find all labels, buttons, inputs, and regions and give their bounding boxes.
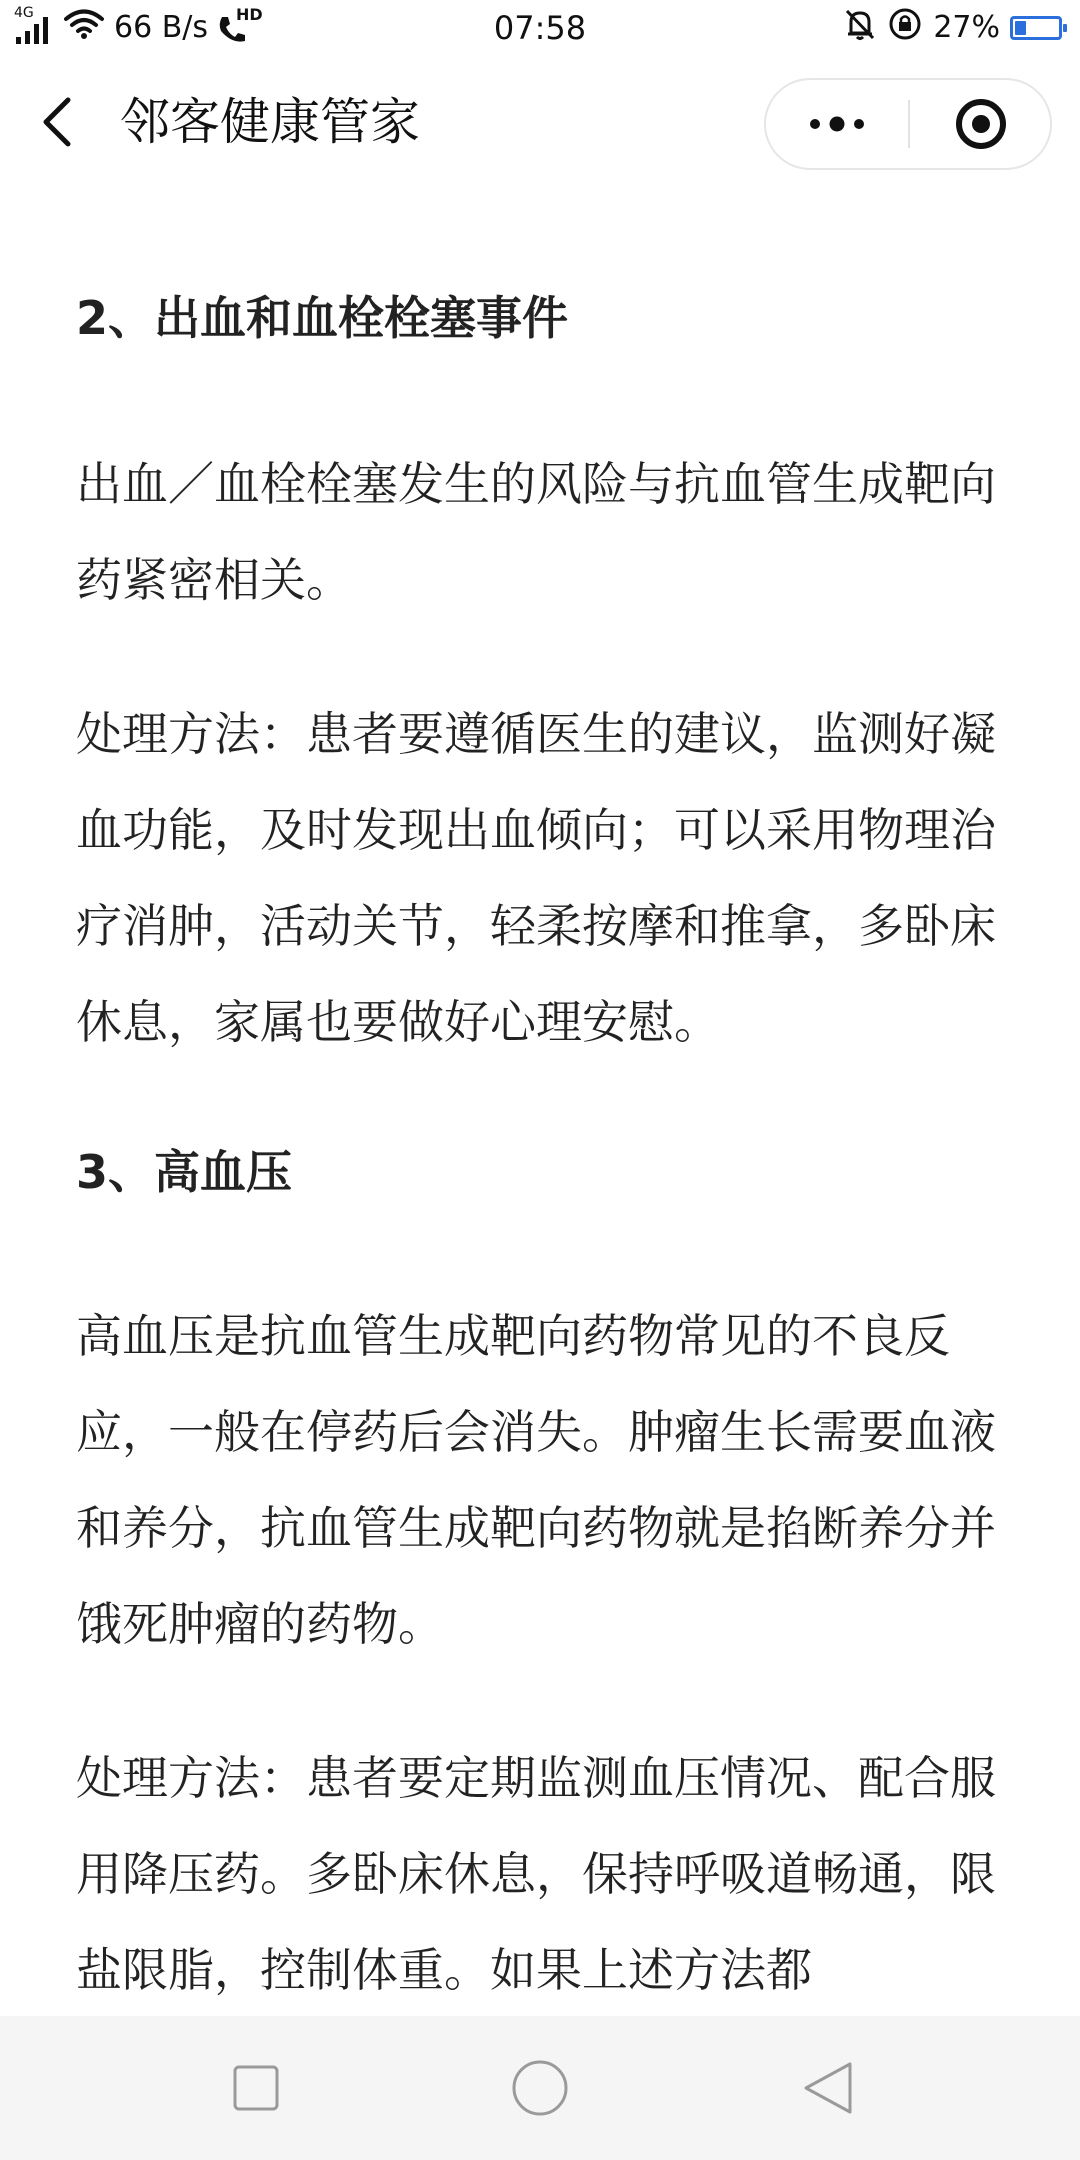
paragraph-hypertension-info: 高血压是抗血管生成靶向药物常见的不良反应，一般在停药后会消失。肿瘤生长需要血液和养分，抗血管生成靶向药物就是掐断养分并饿死肿瘤的药物。 xyxy=(76,1309,996,1651)
battery-percent: 27% xyxy=(933,10,1000,45)
mute-bell-icon xyxy=(843,7,877,49)
battery-icon xyxy=(1010,16,1062,40)
back-arrow-icon xyxy=(36,94,80,150)
more-button[interactable] xyxy=(766,80,908,168)
close-button[interactable] xyxy=(910,80,1052,168)
hd-label: HD xyxy=(236,5,263,24)
section-heading-bleeding: 2、出血和血栓栓塞事件 xyxy=(76,291,569,345)
capsule-menu xyxy=(764,78,1052,170)
circle-home-icon xyxy=(510,2058,570,2118)
battery-fill xyxy=(1015,21,1026,35)
status-time: 07:58 xyxy=(493,9,587,47)
recents-button[interactable] xyxy=(220,2052,292,2124)
more-dots-icon xyxy=(807,114,867,134)
page-title: 邻客健康管家 xyxy=(120,93,420,151)
target-close-icon xyxy=(953,96,1009,152)
network-type: 4G xyxy=(14,5,34,21)
mini-program-header xyxy=(0,56,1080,196)
square-recents-icon xyxy=(232,2064,280,2112)
rotation-lock-icon xyxy=(887,6,923,50)
paragraph-bleeding-treatment: 处理方法：患者要遵循医生的建议，监测好凝血功能，及时发现出血倾向；可以采用物理治疗消肿，活动关节，轻柔按摩和推拿，多卧床休息，家属也要做好心理安慰。 xyxy=(76,707,996,1049)
home-button[interactable] xyxy=(504,2052,576,2124)
paragraph-bleeding-risk: 出血／血栓栓塞发生的风险与抗血管生成靶向药紧密相关。 xyxy=(76,457,996,607)
status-bar xyxy=(0,0,1080,56)
network-speed: 66 B/s xyxy=(114,10,209,45)
status-right xyxy=(843,8,1062,48)
system-nav-bar xyxy=(0,2016,1080,2160)
system-back-button[interactable] xyxy=(792,2052,864,2124)
section-heading-hypertension: 3、高血压 xyxy=(76,1145,293,1199)
paragraph-hypertension-treatment: 处理方法：患者要定期监测血压情况、配合服用降压药。多卧床休息，保持呼吸道畅通，限盐限脂，控制体重。如果上述方法都 xyxy=(76,1751,996,1997)
triangle-back-icon xyxy=(800,2060,856,2116)
back-button[interactable] xyxy=(36,94,80,150)
